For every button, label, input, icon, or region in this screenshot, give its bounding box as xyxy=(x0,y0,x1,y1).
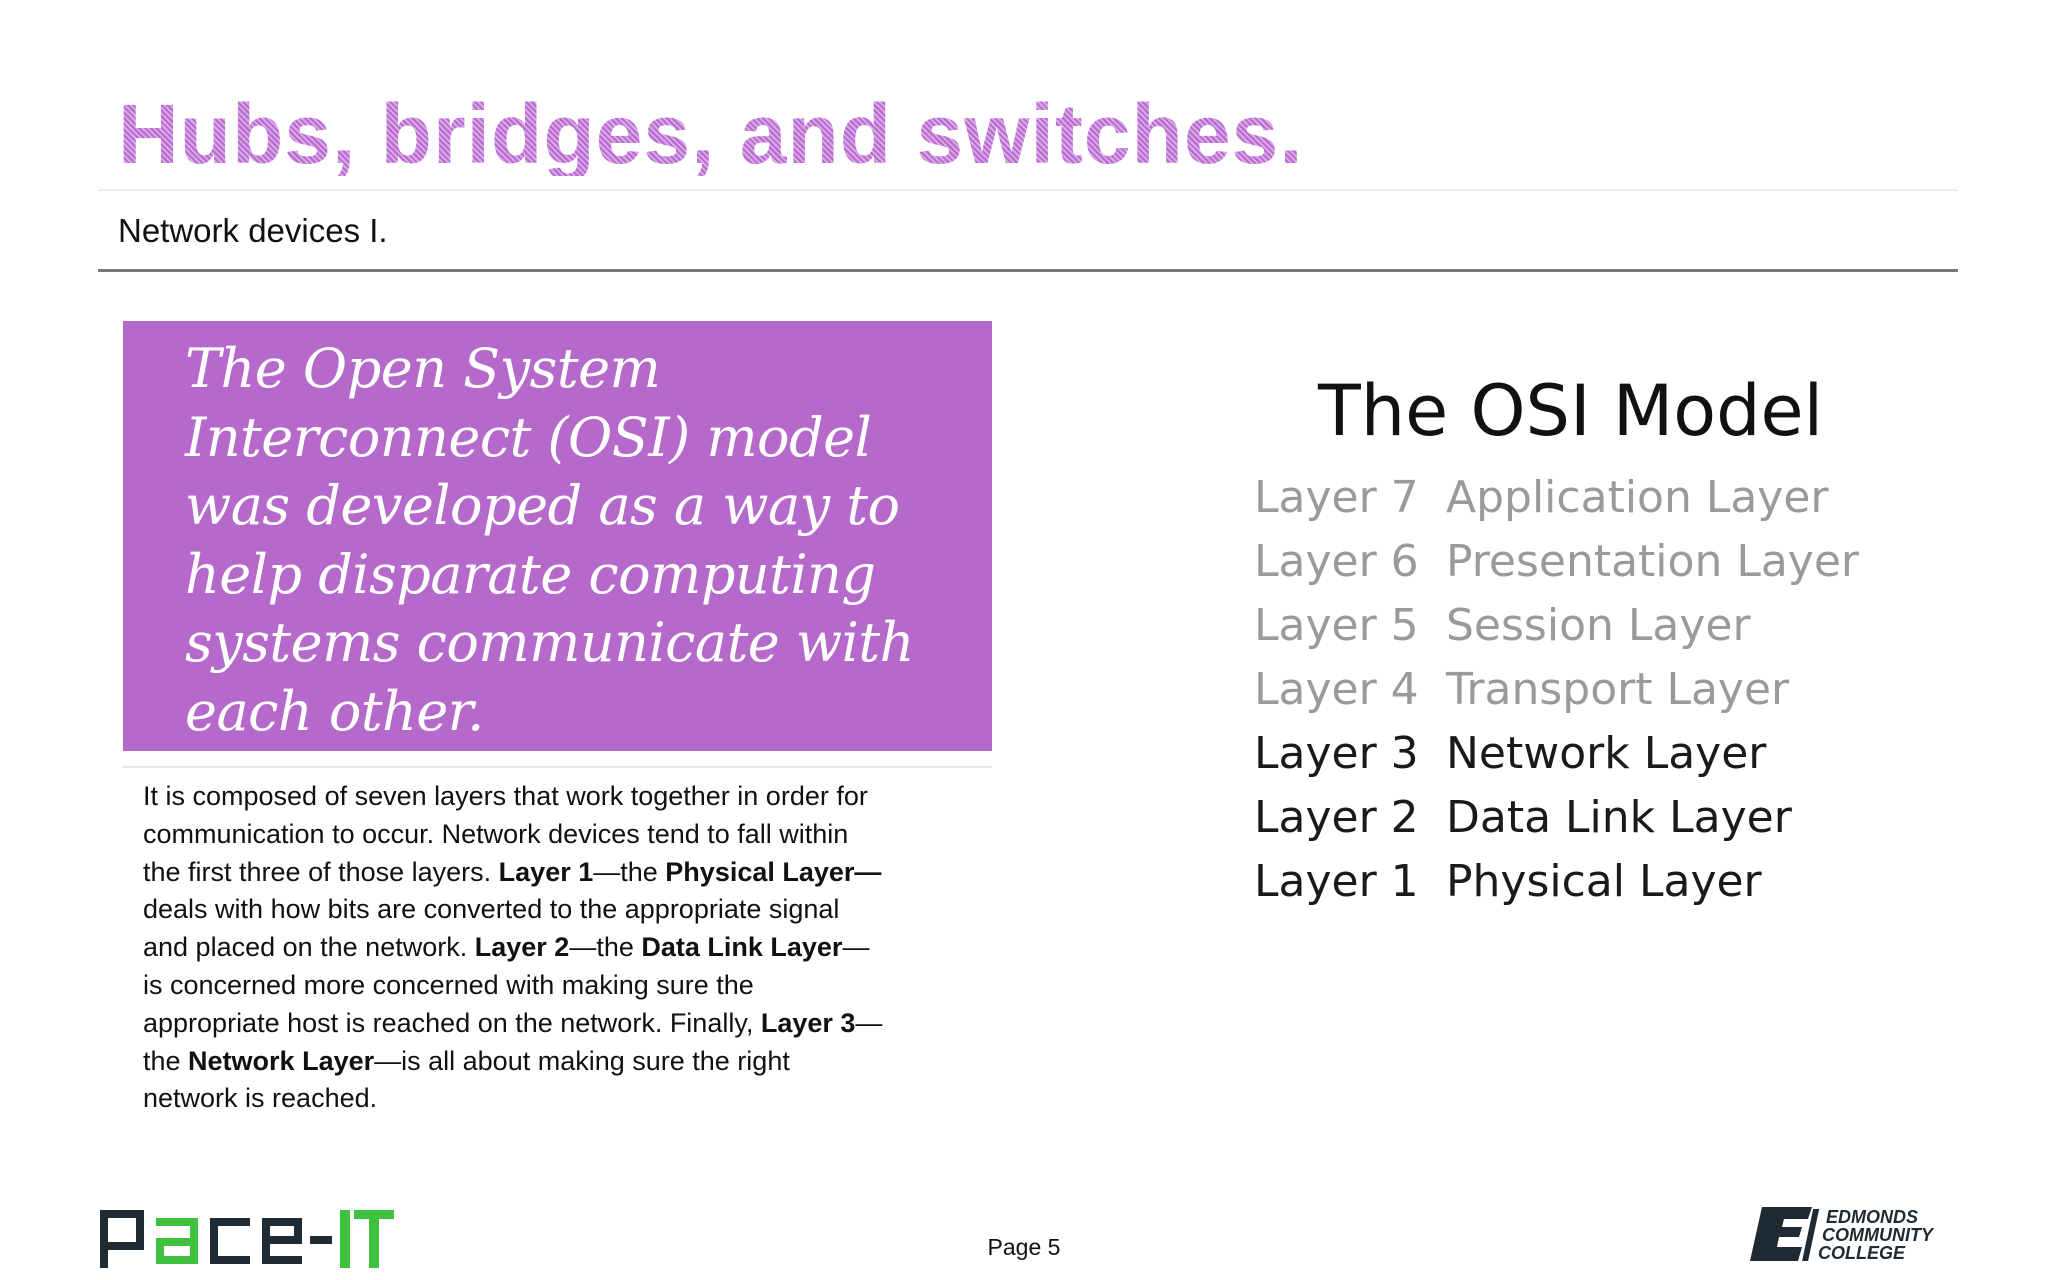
edmonds-college-logo xyxy=(1750,1205,1960,1263)
osi-layer-row xyxy=(1254,472,1829,523)
body-text-7: —is all about making sure the right network is reached. xyxy=(143,1045,790,1114)
body-bold-layer1: Layer 1 xyxy=(498,856,594,887)
osi-layer-number: Layer 2 xyxy=(1254,792,1419,843)
body-text-1: It is composed of seven layers that work together in order for communication to occur. Network devices tend to fall within the first three of those layers. xyxy=(143,781,868,887)
college-line-3: COLLEGE xyxy=(1818,1243,1906,1263)
osi-callout-box xyxy=(123,321,992,751)
osi-layer-number: Layer 5 xyxy=(1254,600,1419,651)
body-bold-layer3: Layer 3 xyxy=(760,1007,856,1038)
osi-layer-name: Transport Layer xyxy=(1446,664,1790,715)
osi-layer-name: Presentation Layer xyxy=(1446,536,1859,587)
body-paragraph xyxy=(143,778,883,1118)
college-line-2: COMMUNITY xyxy=(1822,1225,1933,1245)
osi-layer-name: Physical Layer xyxy=(1446,856,1762,907)
osi-layer-number: Layer 7 xyxy=(1254,472,1419,523)
callout-text: The Open System Interconnect (OSI) model was developed as a way to help disparate computing systems communicate with each other. xyxy=(185,337,914,743)
osi-layer-number: Layer 3 xyxy=(1254,728,1419,779)
callout-underline xyxy=(123,766,992,768)
body-text-6: —the xyxy=(143,1007,883,1076)
osi-layer-row xyxy=(1254,664,1789,715)
osi-layer-row xyxy=(1254,600,1751,651)
body-bold-datalink: Data Link Layer xyxy=(641,932,843,963)
osi-layer-row xyxy=(1254,536,1859,587)
osi-layer-name: Application Layer xyxy=(1446,472,1829,523)
osi-layer-name: Network Layer xyxy=(1446,728,1767,779)
osi-layer-row xyxy=(1254,856,1762,907)
osi-layer-name: Session Layer xyxy=(1446,600,1751,651)
osi-layer-row xyxy=(1254,792,1792,843)
body-bold-layer2: Layer 2 xyxy=(474,932,570,963)
college-line-1: EDMONDS xyxy=(1826,1207,1919,1227)
body-bold-network: Network Layer xyxy=(188,1045,375,1076)
body-text-4: —the xyxy=(569,932,642,963)
body-text-5: —is concerned more concerned with making sure the appropriate host is reached on the network. Finally, xyxy=(143,932,870,1038)
osi-layer-number: Layer 6 xyxy=(1254,536,1419,587)
slide-subtitle: Network devices I. xyxy=(118,212,388,249)
osi-layer-name: Data Link Layer xyxy=(1446,792,1792,843)
body-bold-physical: Physical Layer— xyxy=(665,856,882,887)
body-text-3: deals with how bits are converted to the appropriate signal and placed on the network. xyxy=(143,894,840,963)
osi-layer-row xyxy=(1254,728,1766,779)
logo-text: pace-IT xyxy=(100,1204,104,1205)
osi-layer-number: Layer 1 xyxy=(1254,856,1419,907)
page-number: Page 5 xyxy=(987,1234,1061,1260)
body-text-2: —the xyxy=(593,856,666,887)
osi-title: The OSI Model xyxy=(1318,370,1824,452)
osi-layer-number: Layer 4 xyxy=(1254,664,1419,715)
slide-title: Hubs, bridges, and switches. xyxy=(118,87,1304,181)
title-divider xyxy=(98,189,1958,191)
header-rule xyxy=(98,269,1958,272)
